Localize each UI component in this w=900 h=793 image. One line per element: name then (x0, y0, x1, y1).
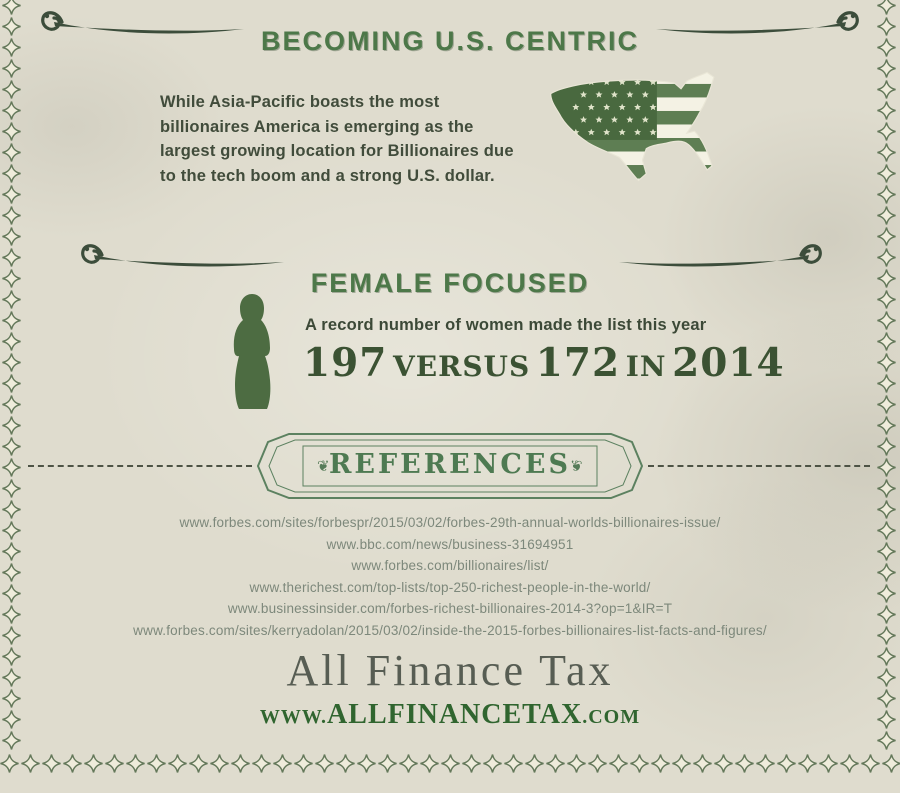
four-point-star-icon (294, 754, 313, 773)
four-point-star-icon (877, 395, 896, 414)
four-point-star-icon (877, 458, 896, 477)
four-point-star-icon (2, 311, 21, 330)
reference-url: www.bbc.com/news/business-31694951 (326, 536, 574, 552)
four-point-star-icon (63, 754, 82, 773)
reference-url: www.forbes.com/sites/kerryadolan/2015/03/02/inside-the-2015-forbes-billionaires-list-facts-and-figures/ (133, 622, 767, 638)
four-point-star-icon (877, 143, 896, 162)
four-point-star-icon (2, 101, 21, 120)
stat-current: 197 (303, 340, 388, 386)
four-point-star-icon (168, 754, 187, 773)
four-point-star-icon (630, 754, 649, 773)
usa-flag-map-icon (543, 70, 765, 206)
four-point-star-icon (2, 143, 21, 162)
website-name: ALLFINANCETAX (327, 699, 583, 730)
references-title: REFERENCES (328, 449, 572, 480)
paragraph-line: to the tech boom and a strong U.S. dollar. (160, 166, 495, 185)
four-point-star-icon (2, 374, 21, 393)
four-point-star-icon (210, 754, 229, 773)
four-point-star-icon (798, 754, 817, 773)
fleuron-icon: ❦ (570, 458, 583, 475)
brand-website (0, 699, 900, 731)
four-point-star-icon (567, 754, 586, 773)
flourish-icon (652, 7, 862, 41)
reference-url-list (0, 512, 900, 641)
four-point-star-icon (483, 754, 502, 773)
four-point-star-icon (2, 0, 21, 15)
stat-versus-word: VERSUS (393, 350, 531, 383)
four-point-star-icon (2, 353, 21, 372)
four-point-star-icon (2, 59, 21, 78)
four-point-star-icon (609, 754, 628, 773)
four-point-star-icon (588, 754, 607, 773)
dashed-rule-right (648, 465, 870, 467)
brand-name: All Finance Tax (286, 646, 614, 695)
us-centric-title: BECOMING U.S. CENTRIC (260, 26, 639, 57)
four-point-star-icon (877, 311, 896, 330)
stat-previous: 172 (535, 340, 621, 386)
four-point-star-icon (420, 754, 439, 773)
four-point-star-icon (877, 80, 896, 99)
four-point-star-icon (877, 374, 896, 393)
four-point-star-icon (877, 206, 896, 225)
four-point-star-icon (651, 754, 670, 773)
four-point-star-icon (2, 122, 21, 141)
flourish-icon (612, 240, 828, 274)
website-prefix: WWW. (259, 706, 328, 728)
four-point-star-icon (2, 164, 21, 183)
four-point-star-icon (735, 754, 754, 773)
fleuron-icon: ❦ (317, 458, 330, 475)
four-point-star-icon (2, 248, 21, 267)
four-point-star-icon (693, 754, 712, 773)
four-point-star-icon (877, 164, 896, 183)
four-point-star-icon (877, 353, 896, 372)
reference-url: www.forbes.com/billionaires/list/ (351, 558, 549, 573)
four-point-star-icon (840, 754, 859, 773)
four-point-star-icon (504, 754, 523, 773)
four-point-star-icon (877, 248, 896, 267)
four-point-star-icon (2, 227, 21, 246)
four-point-star-icon (877, 122, 896, 141)
four-point-star-icon (2, 416, 21, 435)
four-point-star-icon (336, 754, 355, 773)
four-point-star-icon (399, 754, 418, 773)
four-point-star-icon (882, 754, 900, 773)
four-point-star-icon (714, 754, 733, 773)
four-point-star-icon (2, 395, 21, 414)
four-point-star-icon (189, 754, 208, 773)
four-point-star-icon (877, 101, 896, 120)
four-point-star-icon (777, 754, 796, 773)
four-point-star-icon (42, 754, 61, 773)
women-stat (303, 340, 785, 386)
four-point-star-icon (126, 754, 145, 773)
four-point-star-icon (2, 80, 21, 99)
four-point-star-icon (877, 416, 896, 435)
dashed-rule-left (28, 465, 252, 467)
woman-silhouette-icon (222, 292, 282, 410)
four-point-star-icon (378, 754, 397, 773)
reference-url: www.therichest.com/top-lists/top-250-richest-people-in-the-world/ (249, 579, 651, 595)
four-point-star-icon (2, 458, 21, 477)
stat-year: 2014 (672, 340, 785, 386)
four-point-star-icon (877, 731, 896, 750)
four-point-star-icon (2, 185, 21, 204)
reference-url: www.businessinsider.com/forbes-richest-billionaires-2014-3?op=1&IR=T (227, 601, 673, 616)
website-suffix: .COM (582, 706, 641, 728)
four-point-star-icon (877, 185, 896, 204)
four-point-star-icon (756, 754, 775, 773)
female-focused-title: FEMALE FOCUSED (310, 268, 590, 299)
four-point-star-icon (105, 754, 124, 773)
paragraph-line: billionaires America is emerging as the (160, 117, 474, 136)
four-point-star-icon (877, 227, 896, 246)
four-point-star-icon (252, 754, 271, 773)
four-point-star-icon (672, 754, 691, 773)
stat-in-word: IN (625, 350, 667, 383)
four-point-star-icon (357, 754, 376, 773)
four-point-star-icon (2, 437, 21, 456)
four-point-star-icon (877, 0, 896, 15)
four-point-star-icon (877, 479, 896, 498)
us-centric-paragraph (160, 90, 514, 188)
paragraph-line: largest growing location for Billionaires due (160, 142, 514, 160)
women-record-lead: A record number of women made the list this year (305, 316, 707, 334)
four-point-star-icon (315, 754, 334, 773)
four-point-star-icon (2, 206, 21, 225)
paragraph-line: While Asia-Pacific boasts the most (160, 93, 440, 111)
four-point-star-icon (877, 59, 896, 78)
four-point-star-icon (84, 754, 103, 773)
references-plaque (255, 431, 645, 501)
four-point-star-icon (21, 754, 40, 773)
reference-url: www.forbes.com/sites/forbespr/2015/03/02/forbes-29th-annual-worlds-billionaires-issue/ (179, 515, 721, 530)
bottom-star-border (0, 754, 900, 776)
four-point-star-icon (525, 754, 544, 773)
four-point-star-icon (877, 332, 896, 351)
four-point-star-icon (273, 754, 292, 773)
four-point-star-icon (2, 479, 21, 498)
four-point-star-icon (441, 754, 460, 773)
four-point-star-icon (861, 754, 880, 773)
four-point-star-icon (147, 754, 166, 773)
four-point-star-icon (546, 754, 565, 773)
four-point-star-icon (819, 754, 838, 773)
four-point-star-icon (2, 332, 21, 351)
four-point-star-icon (2, 731, 21, 750)
four-point-star-icon (0, 754, 19, 773)
four-point-star-icon (231, 754, 250, 773)
four-point-star-icon (462, 754, 481, 773)
four-point-star-icon (877, 437, 896, 456)
